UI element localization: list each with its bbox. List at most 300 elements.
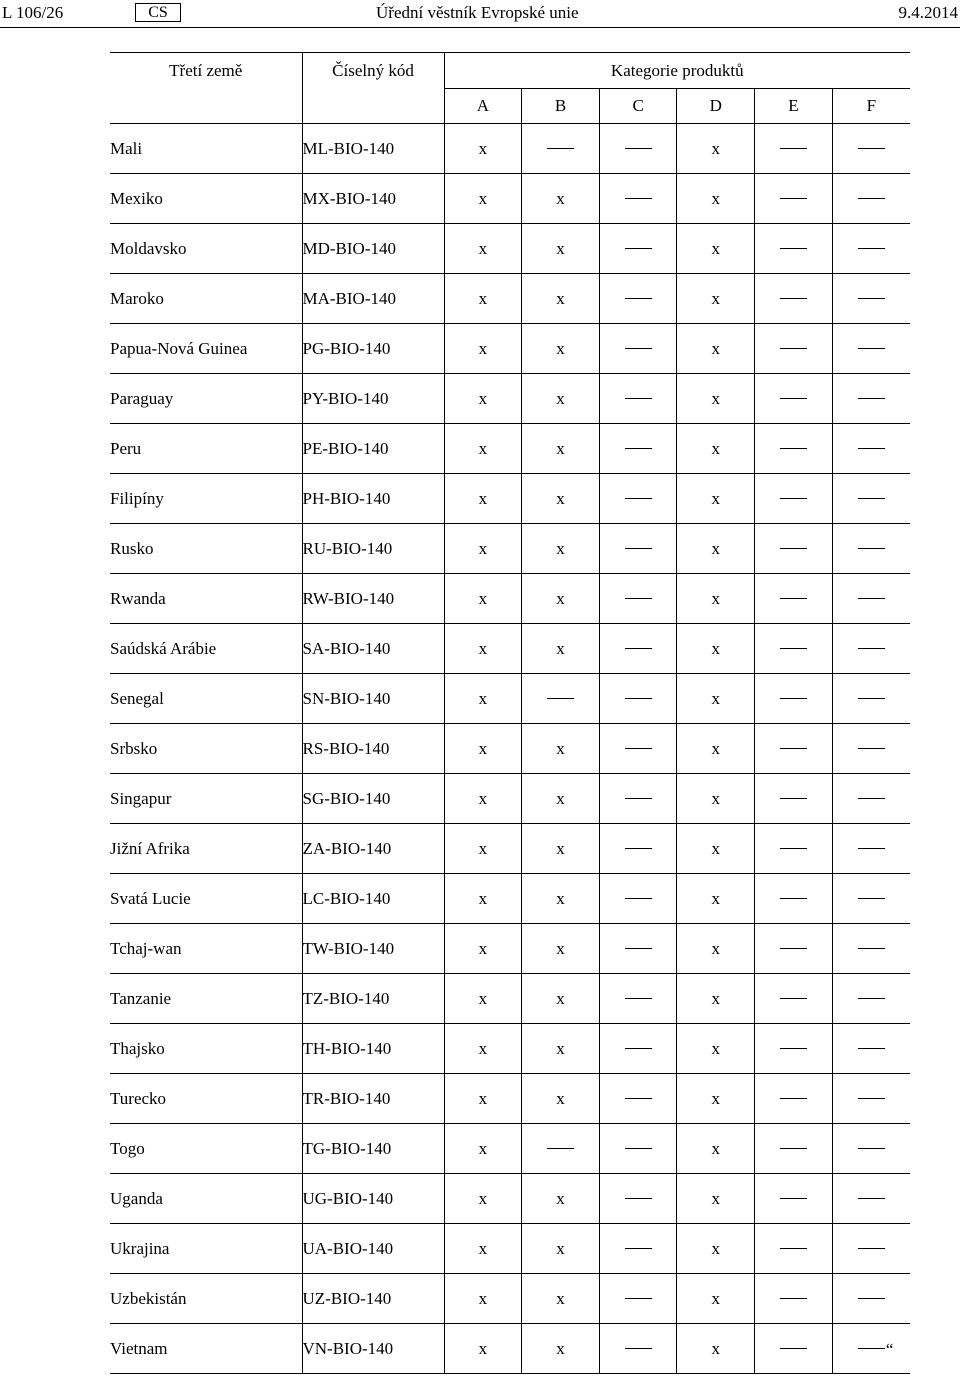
category-mark: x [522,1074,600,1124]
category-dash [599,1224,677,1274]
category-dash [832,674,910,724]
category-mark: x [444,1024,522,1074]
category-mark: x [444,174,522,224]
dash-mark [625,848,652,849]
dash-mark [858,448,885,449]
category-dash [832,424,910,474]
dash-mark [625,548,652,549]
category-mark: x [444,874,522,924]
dash-mark [625,248,652,249]
category-dash [755,274,833,324]
category-mark: x [522,474,600,524]
dash-mark [780,448,807,449]
category-mark: x [444,574,522,624]
category-dash [755,1324,833,1374]
code-cell: TZ-BIO-140 [302,974,444,1024]
dash-mark [625,398,652,399]
code-cell: RU-BIO-140 [302,524,444,574]
table-body [110,124,910,1374]
category-dash [755,974,833,1024]
category-dash [599,224,677,274]
category-mark: x [677,524,755,574]
category-dash [599,124,677,174]
category-mark: x [522,1224,600,1274]
dash-mark [780,1098,807,1099]
table-row [110,1224,910,1274]
table-row [110,324,910,374]
dash-mark [780,348,807,349]
dash-mark [625,648,652,649]
dash-mark [858,648,885,649]
dash-mark [625,598,652,599]
category-dash [599,624,677,674]
table-row [110,874,910,924]
category-dash [599,1124,677,1174]
country-cell: Maroko [110,274,302,324]
header-spacer [302,89,444,124]
category-mark: x [522,724,600,774]
country-cell: Uganda [110,1174,302,1224]
category-dash [755,174,833,224]
category-dash [755,1224,833,1274]
table-row [110,524,910,574]
category-dash [599,724,677,774]
category-dash [832,274,910,324]
category-dash [755,1124,833,1174]
category-mark: x [444,674,522,724]
country-cell: Peru [110,424,302,474]
category-dash [755,1274,833,1324]
category-dash [832,774,910,824]
dash-mark [780,548,807,549]
category-dash [755,124,833,174]
dash-mark [625,1098,652,1099]
category-mark: x [522,274,600,324]
journal-reference: L 106/26 [2,3,64,22]
category-mark: x [444,1074,522,1124]
category-mark: x [677,1024,755,1074]
category-mark: x [444,824,522,874]
dash-mark [780,248,807,249]
code-cell: TH-BIO-140 [302,1024,444,1074]
category-mark: x [522,1324,600,1374]
closing-quote: “ [885,1340,894,1360]
category-dash [599,374,677,424]
country-cell: Papua-Nová Guinea [110,324,302,374]
category-mark: x [677,474,755,524]
dash-mark [858,598,885,599]
category-mark: x [522,874,600,924]
dash-mark [858,198,885,199]
category-dash [832,574,910,624]
dash-mark [858,148,885,149]
dash-mark [780,648,807,649]
category-dash [832,974,910,1024]
category-mark: x [677,424,755,474]
country-cell: Filipíny [110,474,302,524]
category-mark: x [677,874,755,924]
category-mark: x [677,924,755,974]
category-mark: x [522,424,600,474]
category-mark: x [444,1274,522,1324]
code-cell: UG-BIO-140 [302,1174,444,1224]
category-mark: x [444,474,522,524]
journal-title: Úřední věstník Evropské unie [376,3,579,22]
dash-mark [780,498,807,499]
category-dash [832,824,910,874]
country-cell: Svatá Lucie [110,874,302,924]
category-mark: x [522,574,600,624]
country-cell: Paraguay [110,374,302,424]
category-mark: x [677,1324,755,1374]
country-cell: Vietnam [110,1324,302,1374]
category-dash [599,574,677,624]
category-mark: x [522,224,600,274]
dash-mark [780,398,807,399]
category-dash [755,224,833,274]
country-cell: Thajsko [110,1024,302,1074]
country-cell: Moldavsko [110,224,302,274]
dash-mark [780,1348,807,1349]
dash-mark [625,948,652,949]
dash-mark [780,298,807,299]
column-header-code: Číselný kód [302,53,444,89]
country-cell: Mali [110,124,302,174]
dash-mark [858,748,885,749]
table-row [110,1124,910,1174]
country-cell: Rwanda [110,574,302,624]
category-mark: x [522,774,600,824]
dash-mark [858,798,885,799]
country-cell: Uzbekistán [110,1274,302,1324]
category-mark: x [677,324,755,374]
dash-mark [858,1248,885,1249]
category-mark: x [444,774,522,824]
table-row [110,224,910,274]
category-dash [832,1274,910,1324]
dash-mark [780,598,807,599]
table-row [110,374,910,424]
category-dash [755,624,833,674]
code-cell: LC-BIO-140 [302,874,444,924]
category-dash [599,1274,677,1324]
category-dash [599,274,677,324]
table-row [110,1174,910,1224]
code-cell: PG-BIO-140 [302,324,444,374]
category-mark: x [444,1324,522,1374]
category-dash [599,524,677,574]
category-mark: x [522,924,600,974]
dash-mark [858,498,885,499]
category-dash [599,1024,677,1074]
code-cell: PH-BIO-140 [302,474,444,524]
dash-mark [625,148,652,149]
dash-mark [858,948,885,949]
dash-mark [625,998,652,999]
code-cell: UZ-BIO-140 [302,1274,444,1324]
category-mark: x [522,324,600,374]
dash-mark [858,898,885,899]
category-mark: x [444,374,522,424]
category-mark: x [444,424,522,474]
category-mark: x [444,974,522,1024]
category-mark: x [522,374,600,424]
dash-mark [625,798,652,799]
category-dash [755,874,833,924]
category-mark: x [677,1124,755,1174]
category-dash [599,474,677,524]
category-dash [755,1174,833,1224]
code-cell: SN-BIO-140 [302,674,444,724]
category-dash [599,1074,677,1124]
code-cell: MX-BIO-140 [302,174,444,224]
dash-mark [858,348,885,349]
country-cell: Mexiko [110,174,302,224]
category-dash [832,224,910,274]
category-dash [832,124,910,174]
country-cell: Rusko [110,524,302,574]
category-mark: x [677,1274,755,1324]
table-row [110,1024,910,1074]
category-header-f: F [832,89,910,124]
category-mark: x [444,274,522,324]
category-dash [832,1074,910,1124]
category-mark: x [444,1224,522,1274]
dash-mark [780,1048,807,1049]
category-dash [755,524,833,574]
code-cell: RS-BIO-140 [302,724,444,774]
dash-mark [625,1048,652,1049]
category-dash [599,824,677,874]
category-mark: x [444,1174,522,1224]
category-mark: x [522,524,600,574]
dash-mark [625,698,652,699]
category-dash [755,774,833,824]
category-header-c: C [599,89,677,124]
table-row [110,574,910,624]
category-dash [522,124,600,174]
category-dash [832,374,910,424]
category-mark: x [444,524,522,574]
category-mark: x [677,724,755,774]
table-row [110,724,910,774]
category-dash [832,624,910,674]
code-cell: RW-BIO-140 [302,574,444,624]
dash-mark [858,698,885,699]
column-header-categories: Kategorie produktů [444,53,910,89]
dash-mark [858,998,885,999]
dash-mark [780,698,807,699]
dash-mark [625,1298,652,1299]
category-dash [832,474,910,524]
category-dash [599,424,677,474]
table-row [110,474,910,524]
column-header-country: Třetí země [110,53,302,89]
country-cell: Saúdská Arábie [110,624,302,674]
category-mark: x [444,924,522,974]
table-row [110,974,910,1024]
code-cell: SA-BIO-140 [302,624,444,674]
category-mark: x [522,1174,600,1224]
third-country-table [110,52,910,1374]
dash-mark [780,998,807,999]
code-cell: SG-BIO-140 [302,774,444,824]
dash-mark [547,1148,574,1149]
dash-mark [625,498,652,499]
category-dash [755,924,833,974]
category-dash [832,174,910,224]
category-dash [755,674,833,724]
dash-mark [780,948,807,949]
table-row [110,824,910,874]
category-mark: x [677,1174,755,1224]
dash-mark [625,898,652,899]
country-cell: Ukrajina [110,1224,302,1274]
table-row [110,174,910,224]
category-mark: x [677,974,755,1024]
category-header-e: E [755,89,833,124]
category-dash [832,924,910,974]
category-mark: x [677,174,755,224]
dash-mark [625,348,652,349]
dash-mark [858,1148,885,1149]
category-dash [755,374,833,424]
country-cell: Turecko [110,1074,302,1124]
dash-mark [858,1340,894,1360]
category-dash [755,724,833,774]
category-dash [832,874,910,924]
category-dash [755,324,833,374]
category-mark: x [444,624,522,674]
code-cell: ZA-BIO-140 [302,824,444,874]
dash-mark [625,448,652,449]
country-cell: Tanzanie [110,974,302,1024]
code-cell: MA-BIO-140 [302,274,444,324]
category-mark: x [677,574,755,624]
category-dash [522,674,600,724]
dash-mark [780,898,807,899]
category-mark: x [677,674,755,724]
country-cell: Singapur [110,774,302,824]
category-mark: x [677,774,755,824]
category-dash [755,1074,833,1124]
category-dash [832,324,910,374]
category-mark: x [677,124,755,174]
table-row [110,624,910,674]
dash-mark [780,1198,807,1199]
category-dash [599,1324,677,1374]
table-row [110,1274,910,1324]
category-dash [599,1174,677,1224]
dash-mark [858,1198,885,1199]
dash-mark [858,248,885,249]
table-row [110,674,910,724]
header-rule [0,27,960,28]
dash-mark [625,198,652,199]
dash-mark [858,398,885,399]
dash-mark [858,848,885,849]
country-cell: Srbsko [110,724,302,774]
category-mark: x [444,324,522,374]
category-dash [599,324,677,374]
category-mark: x [522,1274,600,1324]
code-cell: UA-BIO-140 [302,1224,444,1274]
table-row [110,124,910,174]
code-cell: VN-BIO-140 [302,1324,444,1374]
category-dash [599,974,677,1024]
page-header [0,0,960,28]
dash-mark [625,1198,652,1199]
dash-mark [625,748,652,749]
category-mark: x [522,974,600,1024]
dash-mark [625,1248,652,1249]
table-row [110,774,910,824]
dash-mark [780,148,807,149]
category-mark: x [677,824,755,874]
code-cell: TR-BIO-140 [302,1074,444,1124]
publication-date: 9.4.2014 [898,3,958,22]
dash-mark [858,1098,885,1099]
category-mark: x [522,174,600,224]
code-cell: TW-BIO-140 [302,924,444,974]
dash-mark [780,1148,807,1149]
dash-mark [780,848,807,849]
dash-mark [780,748,807,749]
category-dash [832,1224,910,1274]
category-dash [755,1024,833,1074]
dash-mark [858,548,885,549]
code-cell: TG-BIO-140 [302,1124,444,1174]
code-cell: ML-BIO-140 [302,124,444,174]
code-cell: MD-BIO-140 [302,224,444,274]
country-cell: Senegal [110,674,302,724]
category-mark: x [522,624,600,674]
category-dash [832,1324,910,1374]
category-header-b: B [522,89,600,124]
table-row [110,1324,910,1374]
header-spacer [110,89,302,124]
table-row [110,274,910,324]
category-mark: x [522,824,600,874]
category-mark: x [444,724,522,774]
dash-mark [625,298,652,299]
dash-mark [858,1298,885,1299]
category-dash [599,924,677,974]
category-mark: x [522,1024,600,1074]
category-dash [755,824,833,874]
code-cell: PY-BIO-140 [302,374,444,424]
country-cell: Jižní Afrika [110,824,302,874]
dash-mark [780,198,807,199]
dash-mark [780,1248,807,1249]
category-mark: x [444,1124,522,1174]
category-mark: x [444,124,522,174]
code-cell: PE-BIO-140 [302,424,444,474]
category-dash [832,1174,910,1224]
category-mark: x [677,1074,755,1124]
category-dash [599,774,677,824]
category-dash [599,874,677,924]
category-dash [599,674,677,724]
category-mark: x [677,1224,755,1274]
category-mark: x [677,374,755,424]
language-badge: CS [135,3,181,22]
dash-mark [625,1348,652,1349]
category-dash [832,724,910,774]
dash-mark [780,798,807,799]
category-dash [755,424,833,474]
table-row [110,1074,910,1124]
